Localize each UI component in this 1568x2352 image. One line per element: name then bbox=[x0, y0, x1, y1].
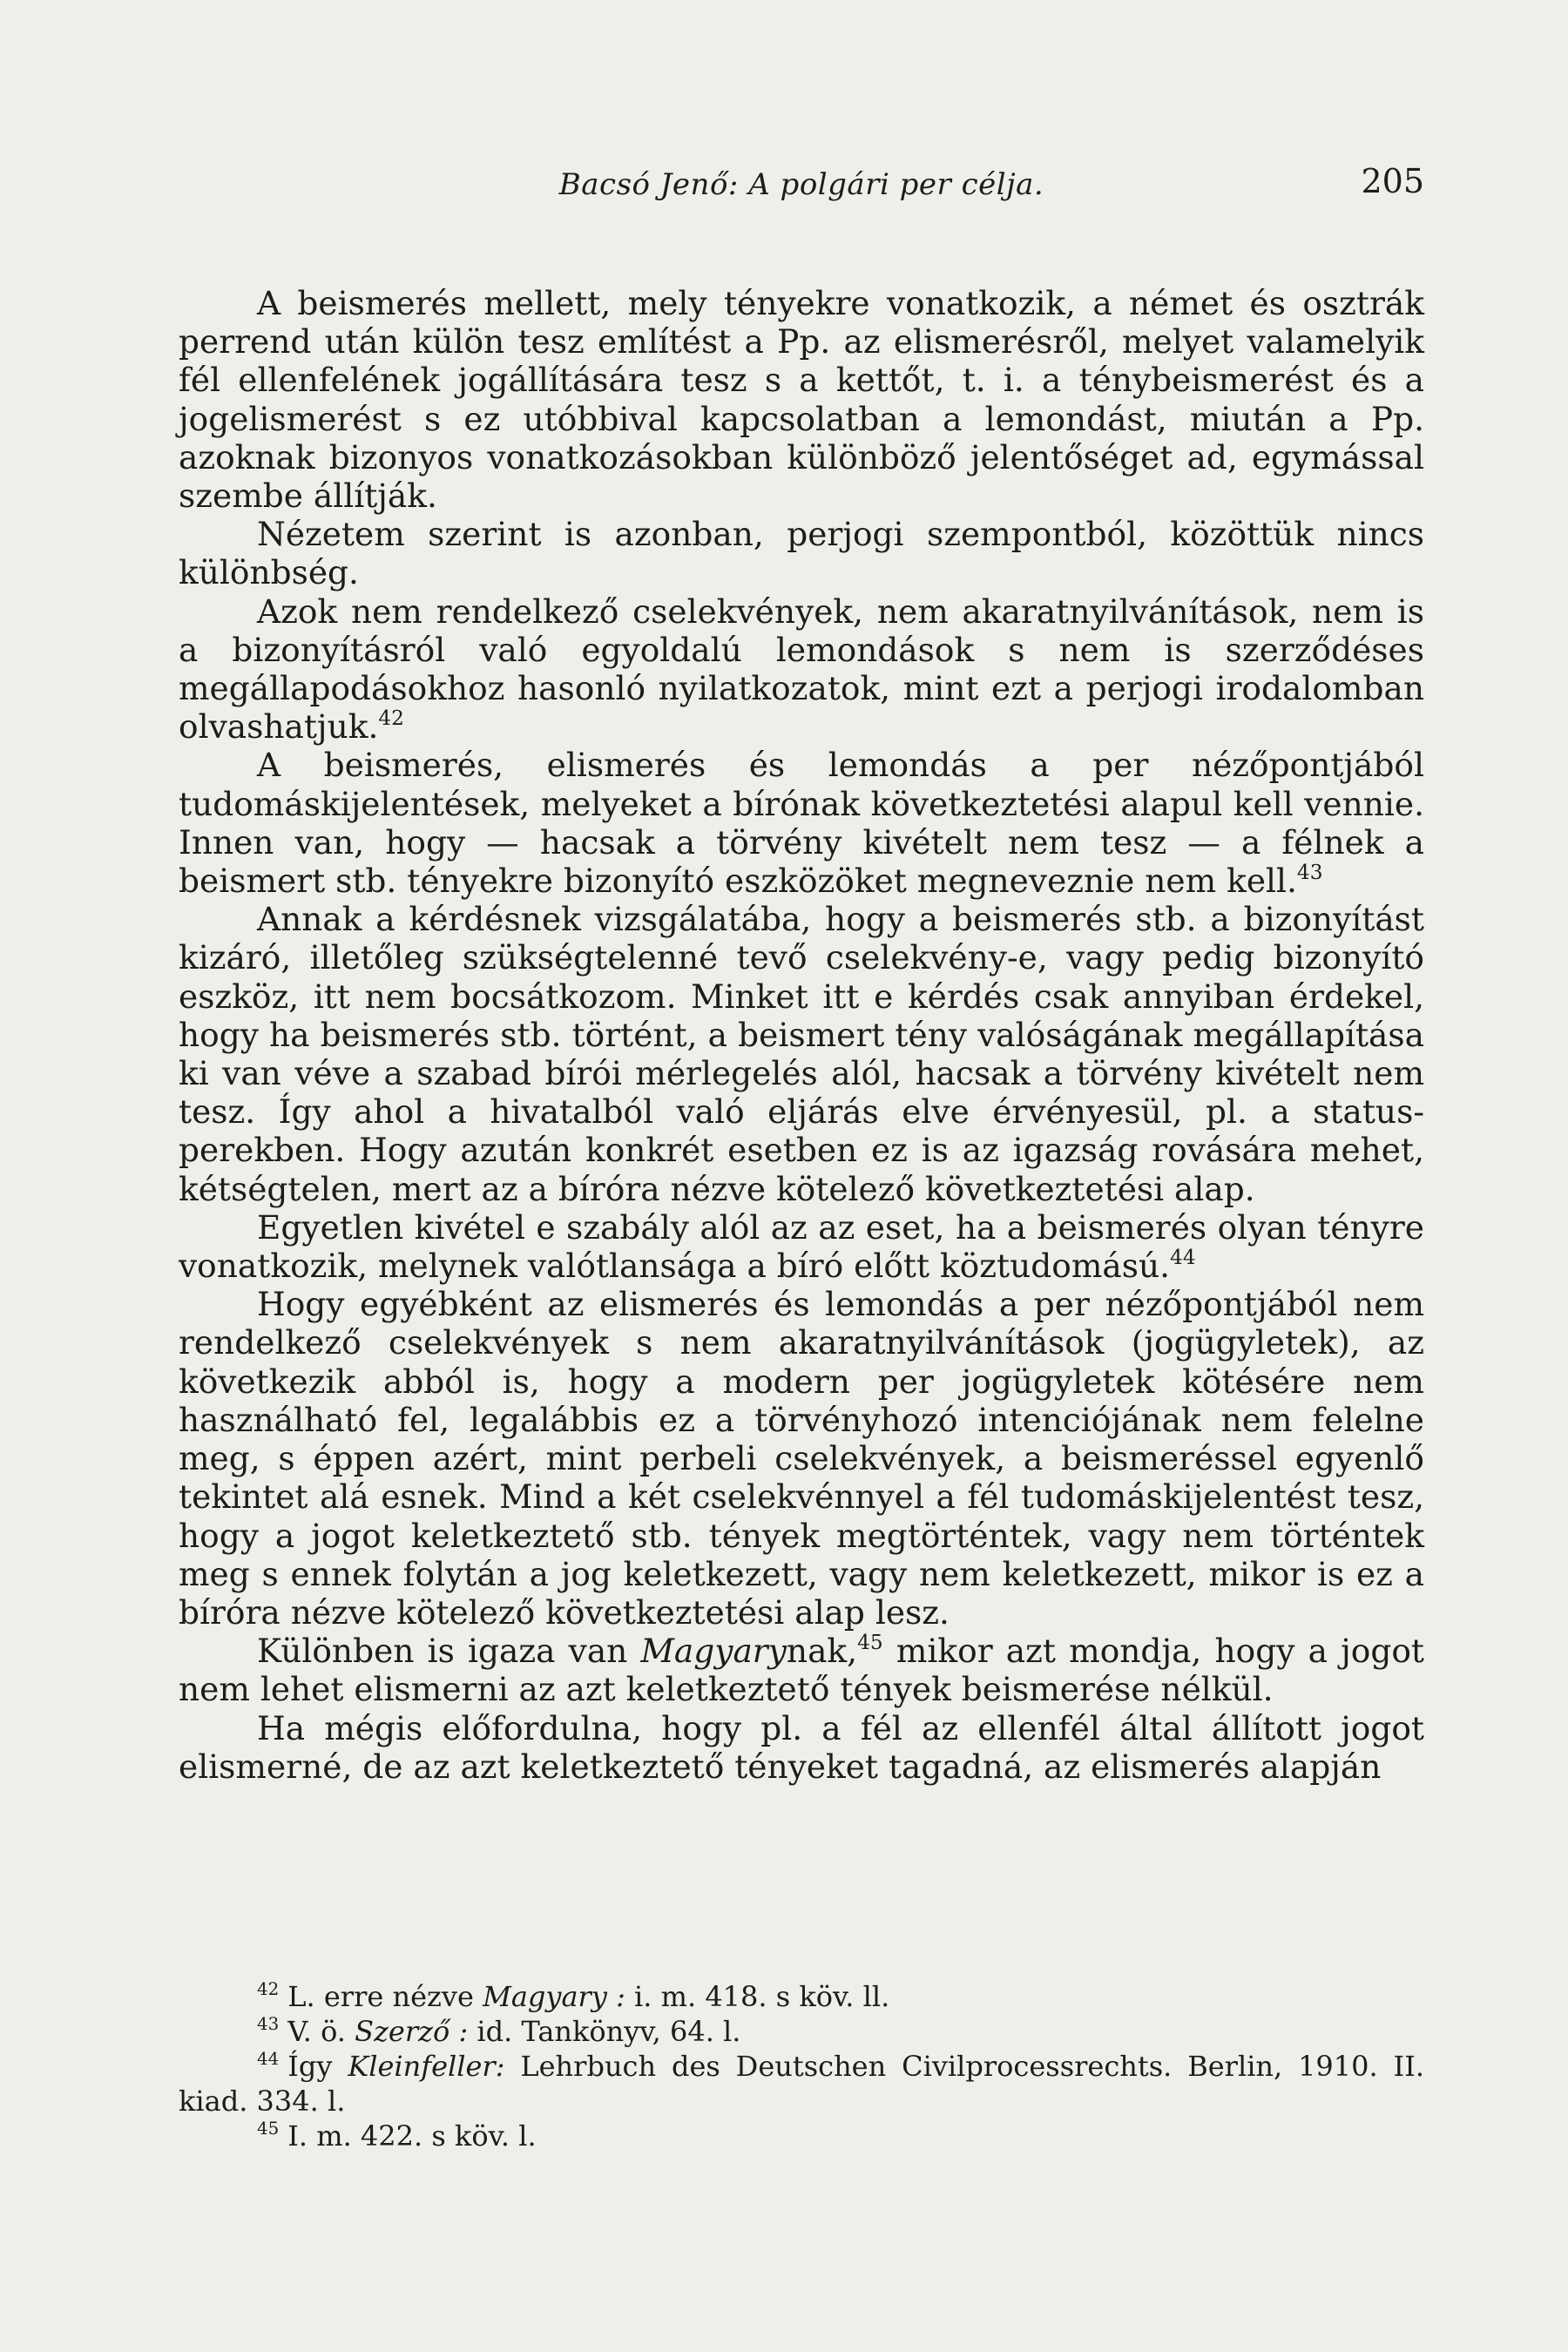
text-run: L. erre nézve bbox=[287, 1980, 483, 2013]
body-text bbox=[179, 284, 1424, 1786]
text-run: i. m. 418. s köv. ll. bbox=[625, 1980, 890, 2013]
paragraph bbox=[179, 1632, 1424, 1708]
text-run: Lehrbuch des Deutschen Civilprocessrechts. Berlin, 1910. II. kiad. 334. l. bbox=[179, 2050, 1425, 2118]
text-run: Egyetlen kivétel e szabály alól az az eset, ha a beismerés olyan tényre vonatkozik, melynek valótlansága a bíró előtt köztudomású. bbox=[179, 1207, 1424, 1286]
footnote bbox=[179, 2119, 1424, 2153]
header-title: A polgári per célja. bbox=[748, 167, 1044, 202]
text-run: Nézetem szerint is azonban, perjogi szempontból, közöttük nincs különbség. bbox=[179, 515, 1424, 592]
text-run: mikor azt mondja, hogy a jogot nem lehet elismerni az azt keletkeztető tények beismerése nélkül. bbox=[179, 1632, 1424, 1709]
paragraph bbox=[179, 1709, 1424, 1786]
footnote-ref: 45 bbox=[857, 1631, 883, 1654]
paragraph bbox=[179, 746, 1424, 900]
text-run: Ha mégis előfordulna, hogy pl. a fél az ellenfél által állított jogot elismerné, de az azt keletkeztető tényeket tagadná, az elismerés alapján bbox=[179, 1708, 1424, 1786]
text-run: Annak a kérdésnek vizsgálatába, hogy a beismerés stb. a bizonyítást kizáró, illetőleg szükségtelenné tevő cselekvény-e, vagy pedig bizonyító eszköz, itt nem bocsátkozom. Minket itt e kérdés csak annyiban érdekel, hogy ha beismerés stb. történt, a beismert tény valóságának megállapítása ki van véve a szabad bírói mérlegelés alól, hacsak a törvény kivételt nem tesz. Így ahol a hivatalból való eljárás elve érvényesül, pl. a status-perekben. Hogy azután konkrét esetben ez is az igazság rovására mehet, kétségtelen, mert az a bíróra nézve kötelező következtetési alap. bbox=[179, 900, 1424, 1208]
paragraph bbox=[179, 1285, 1424, 1632]
paragraph bbox=[179, 1208, 1424, 1285]
italic-name: Szerző : bbox=[355, 2015, 469, 2048]
text-run: Különben is igaza van bbox=[257, 1632, 641, 1671]
footnote-number: 43 bbox=[257, 2014, 280, 2035]
paragraph bbox=[179, 515, 1424, 591]
footnote bbox=[179, 1979, 1424, 2014]
text-run: A beismerés, elismerés és lemondás a per nézőpontjából tudomáskijelentések, melyeket a bírónak következtetési alapul kell vennie. Innen van, hogy — hacsak a törvény kivételt nem tesz — a félnek a beismert stb. tényekre bizonyító eszközöket megneveznie nem kell. bbox=[179, 746, 1424, 901]
footnotes bbox=[179, 1979, 1424, 2153]
text-run: Azok nem rendelkező cselekvények, nem akaratnyilvánítások, nem is a bizonyításról való egyoldalú lemondások s nem is szerződéses megállapodásokhoz hasonló nyilatkozatok, mint ezt a perjogi irodalomban olvashatjuk. bbox=[179, 591, 1424, 747]
italic-name: Magyary : bbox=[483, 1980, 625, 2013]
footnote bbox=[179, 2049, 1424, 2119]
header-author: Bacsó Jenő bbox=[558, 167, 728, 202]
paragraph bbox=[179, 284, 1424, 515]
page-header bbox=[179, 162, 1424, 211]
footnote-number: 44 bbox=[257, 2049, 280, 2070]
footnote-ref: 43 bbox=[1296, 860, 1323, 884]
text-run: V. ö. bbox=[287, 2015, 355, 2048]
page-number: 205 bbox=[1361, 162, 1424, 200]
text-run: A beismerés mellett, mely tényekre vonatkozik, a német és osztrák perrend után külön tesz említést a Pp. az elismerésről, melyet valamelyik fél ellenfelének jogállítására tesz s a kettőt, t. i. a ténybeismerést és a jogelismerést s ez utóbbival kapcsolatban a lemondást, miután a Pp. azoknak bizonyos vonatkozásokban különböző jelentőséget ad, egymással szembe állítják. bbox=[179, 284, 1424, 516]
footnote-ref: 44 bbox=[1170, 1245, 1196, 1269]
header-separator: : bbox=[727, 167, 749, 202]
paragraph bbox=[179, 592, 1424, 747]
text-run: Így bbox=[287, 2050, 348, 2083]
text-run: id. Tankönyv, 64. l. bbox=[468, 2015, 741, 2048]
text-run: Hogy egyébként az elismerés és lemondás a per nézőpontjából nem rendelkező cselekvények s nem akaratnyilvánítások (jogügyletek), az következik abból is, hogy a modern per jogügyletek kötésére nem használható fel, legalábbis ez a törvényhozó intenciójának nem felelne meg, s éppen azért, mint perbeli cselekvények, a beismeréssel egyenlő tekintet alá esnek. Mind a két cselekvénnyel a fél tudomáskijelentést tesz, hogy a jogot keletkeztető stb. tények megtörténtek, vagy nem történtek meg s ennek folytán a jog keletkezett, vagy nem keletkezett, mikor is ez a bíróra nézve kötelező következtetési alap lesz. bbox=[179, 1285, 1424, 1632]
footnote-ref: 42 bbox=[378, 706, 404, 731]
running-title bbox=[179, 167, 1424, 202]
text-run: I. m. 422. s köv. l. bbox=[287, 2119, 537, 2153]
paragraph bbox=[179, 900, 1424, 1208]
footnote-number: 42 bbox=[257, 1979, 280, 2000]
footnote bbox=[179, 2014, 1424, 2049]
text-run: nak, bbox=[786, 1632, 858, 1671]
italic-name: Kleinfeller: bbox=[348, 2050, 505, 2083]
footnote-number: 45 bbox=[257, 2119, 280, 2139]
italic-name: Magyary bbox=[640, 1632, 787, 1671]
